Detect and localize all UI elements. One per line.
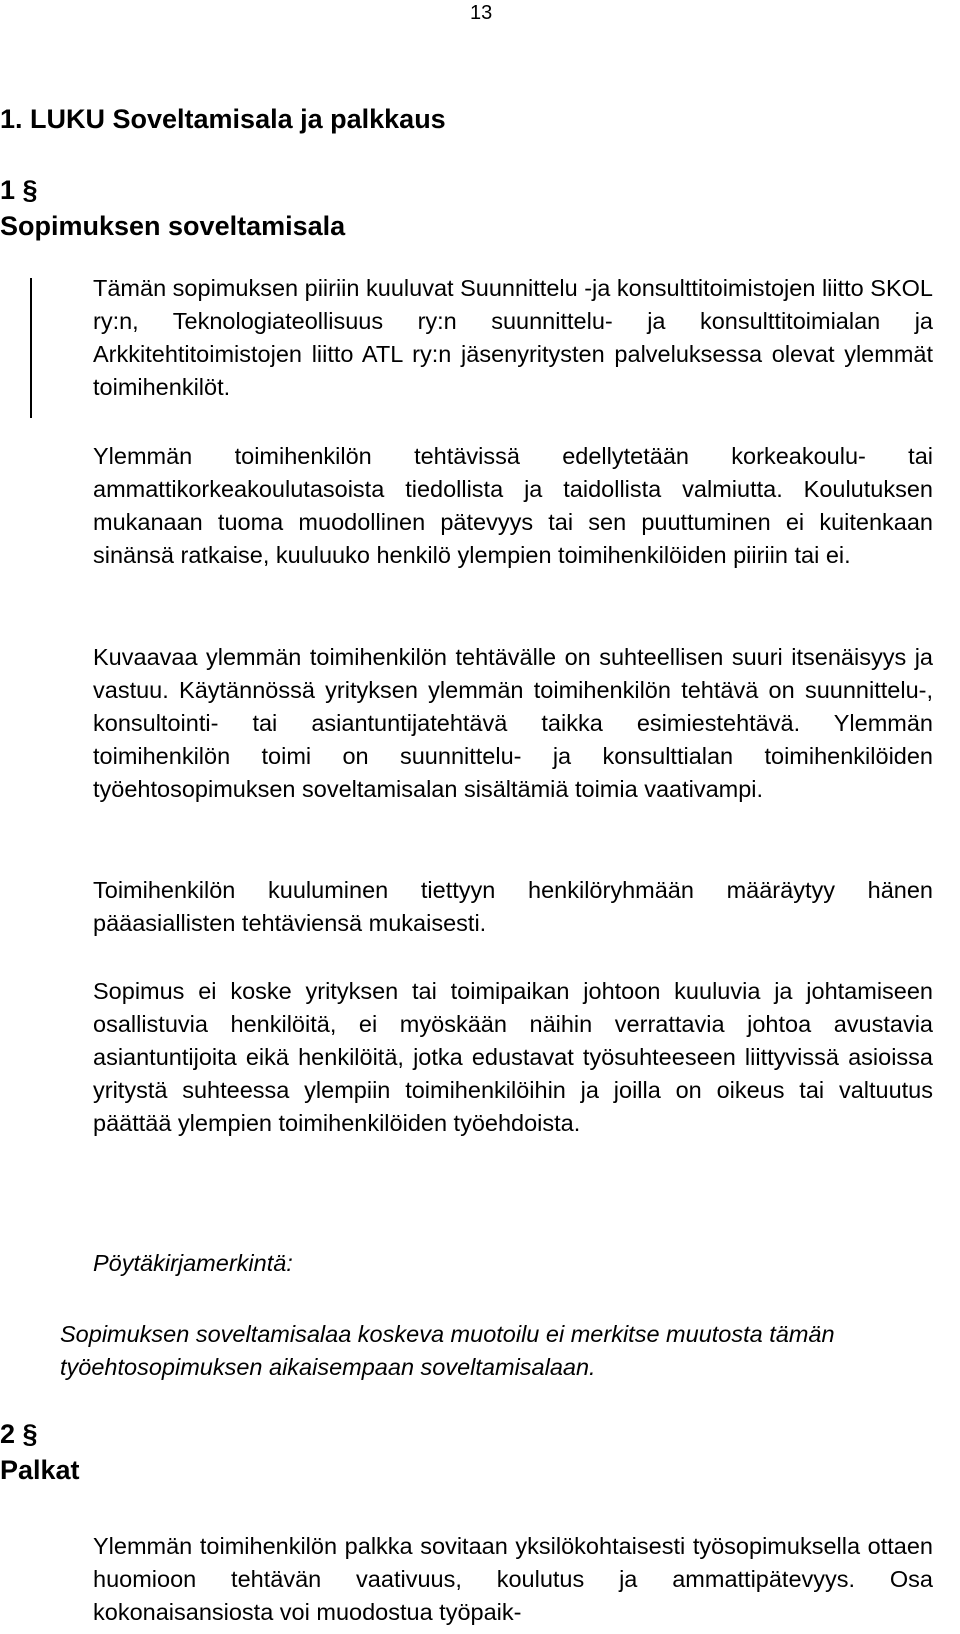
paragraph-5: Sopimus ei koske yrityksen tai toimipaikan johtoon kuuluvia ja johtamiseen osallistuvia henkilöitä, ei myöskään näihin verrattavia johtoa avustavia asiantuntijoita eikä henkilöitä, jotka edustavat työsuhteeseen liittyvissä asioissa yritystä suhteessa ylempiin toimihenkilöihin ja joilla on oikeus tai valtuutus päättää ylempien toimihenkilöiden työehdoista. [93,978,933,1136]
section-heading-2 [0,1416,80,1488]
section-number: 1 § [0,175,38,205]
note-text: Sopimuksen soveltamisalaa koskeva muotoilu ei merkitse muutosta tämän työehtosopimuksen aikaisempaan soveltamisalaan. [60,1321,835,1380]
section-title: Sopimuksen soveltamisala [0,211,346,241]
paragraph-3: Kuvaavaa ylemmän toimihenkilön tehtävälle on suhteellisen suuri itsenäisyys ja vastuu. Käytännössä yrityksen ylemmän toimihenkilön tehtävä on suunnittelu-, konsultointi- tai asiantuntijatehtävä taikka esimiestehtävä. Ylemmän toimihenkilön toimi on suunnittelu- ja konsulttialan toimihenkilöiden työehtosopimuksen soveltamisalan sisältämiä toimia vaativampi. [93,644,933,802]
note-label: Pöytäkirjamerkintä: [93,1250,293,1276]
paragraph-2: Ylemmän toimihenkilön tehtävissä edellytetään korkeakoulu- tai ammattikorkeakoulutasoista tiedollista ja taidollista valmiutta. Koulutuksen mukanaan tuoma muodollinen pätevyys tai sen puuttuminen ei kuitenkaan sinänsä ratkaise, kuuluuko henkilö ylempien toimihenkilöiden piiriin tai ei. [93,443,933,568]
section-heading-1 [0,172,345,244]
section-title: Palkat [0,1455,80,1485]
paragraph-1: Tämän sopimuksen piiriin kuuluvat Suunnittelu -ja konsulttitoimistojen liitto SKOL ry:n, Teknologiateollisuus ry:n suunnittelu- ja konsulttitoimialan ja Arkkitehtitoimistojen liitto ATL ry:n jäsenyritysten palveluksessa olevat ylemmät toimihenkilöt. [93,275,933,400]
change-bar [30,278,32,418]
paragraph-4: Toimihenkilön kuuluminen tiettyyn henkilöryhmään määräytyy hänen pääasiallisten tehtäviensä mukaisesti. [93,877,933,936]
chapter-title: 1. LUKU Soveltamisala ja palkkaus [0,104,446,134]
page-number: 13 [470,2,493,24]
paragraph-6: Ylemmän toimihenkilön palkka sovitaan yksilökohtaisesti työsopimuksella ottaen huomioon tehtävän vaativuus, koulutus ja ammattipätevyys. Osa kokonaisansiosta voi muodostua työpaik- [93,1533,933,1625]
section-number: 2 § [0,1419,38,1449]
